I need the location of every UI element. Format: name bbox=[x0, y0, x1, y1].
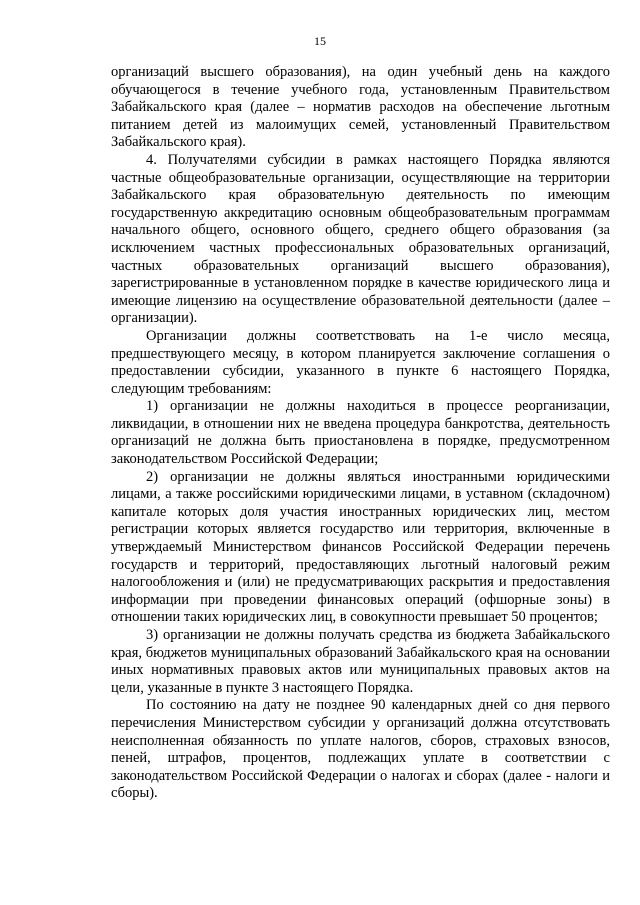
paragraph-item-4-recipients: 4. Получателями субсидии в рамках настоящего Порядка являются частные общеобразовательные организации, осуществляющие на территории Забайкальского края образовательную деятельность по имеющим государственную аккредитацию основным общеобразовательным программам начального общего, основного общего, среднего общего образования (за исключением частных профессиональных образовательных организаций, частных образовательных организаций высшего образования), зарегистрированные в установленном порядке в качестве юридического лица и имеющие лицензию на осуществление образовательной деятельности (далее – организации). bbox=[111, 151, 610, 327]
page-number: 15 bbox=[314, 34, 326, 48]
paragraph-requirements-intro: Организации должны соответствовать на 1-е число месяца, предшествующего месяцу, в котором планируется заключение соглашения о предоставлении субсидии, указанного в пункте 6 настоящего Порядка, следующим требованиям: bbox=[111, 327, 610, 397]
paragraph-requirement-1: 1) организации не должны находиться в процессе реорганизации, ликвидации, в отношении них не введена процедура банкротства, деятельность организаций не должна быть приостановлена в порядке, предусмотренном законодательством Российской Федерации; bbox=[111, 398, 610, 468]
document-body bbox=[111, 64, 610, 803]
paragraph-continuation-norm: организаций высшего образования), на один учебный день на каждого обучающегося в течение учебного года, установленным Правительством Забайкальского края (далее – норматив расходов на обеспечение льготным питанием детей из малоимущих семей, установленный Правительством Забайкальского края). bbox=[111, 64, 610, 151]
paragraph-requirement-3: 3) организации не должны получать средства из бюджета Забайкальского края, бюджетов муниципальных образований Забайкальского края на основании иных нормативных правовых актов или муниципальных правовых актов на цели, указанные в пункте 3 настоящего Порядка. bbox=[111, 627, 610, 696]
paragraph-requirement-2: 2) организации не должны являться иностранными юридическими лицами, а также российскими юридическими лицами, в уставном (складочном) капитале которых доля участия иностранных юридических лиц, местом регистрации которых является государство или территория, включенные в утверждаемый Министерством финансов Российской Федерации перечень государств и территорий, предоставляющих льготный налоговый режим налогообложения и (или) не предусматривающих раскрытия и предоставления информации при проведении финансовых операций (офшорные зоны) в отношении таких юридических лиц, в совокупности превышает 50 процентов; bbox=[111, 468, 610, 626]
paragraph-tax-obligations: По состоянию на дату не позднее 90 календарных дней со дня первого перечисления Министерством субсидии у организаций должна отсутствовать неисполненная обязанность по уплате налогов, сборов, страховых взносов, пеней, штрафов, процентов, подлежащих уплате в соответствии с законодательством Российской Федерации о налогах и сборах (далее - налоги и сборы). bbox=[111, 697, 610, 802]
